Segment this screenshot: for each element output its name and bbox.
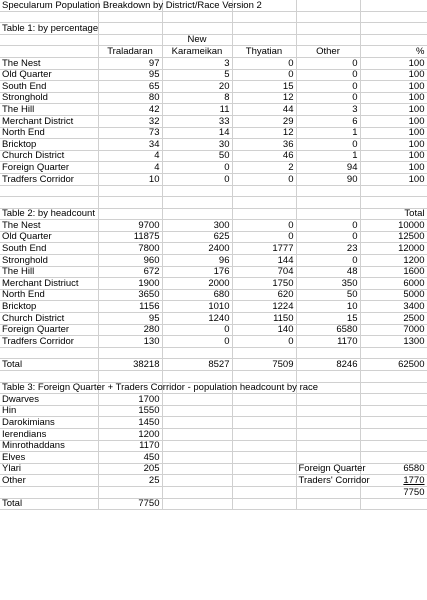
percent-cell[interactable]: 100 bbox=[360, 92, 427, 104]
empty-cell[interactable] bbox=[162, 440, 232, 452]
empty-cell[interactable] bbox=[232, 452, 296, 464]
percent-cell[interactable]: 6000 bbox=[360, 278, 427, 290]
karameikan-cell[interactable]: 96 bbox=[162, 255, 232, 267]
other-cell[interactable]: 0 bbox=[296, 81, 360, 93]
traladaran-cell[interactable]: 1156 bbox=[98, 301, 162, 313]
traladaran-cell[interactable]: 95 bbox=[98, 313, 162, 325]
race-cell[interactable]: Dwarves bbox=[0, 394, 98, 406]
percent-cell[interactable]: 100 bbox=[360, 81, 427, 93]
district-cell[interactable]: Bricktop bbox=[0, 139, 98, 151]
table-row bbox=[0, 162, 427, 174]
karameikan-cell[interactable]: 0 bbox=[162, 173, 232, 185]
karameikan-cell[interactable]: 1010 bbox=[162, 301, 232, 313]
district-cell[interactable]: The Nest bbox=[0, 220, 98, 232]
empty-cell[interactable] bbox=[360, 452, 427, 464]
district-cell[interactable]: Foreign Quarter bbox=[0, 162, 98, 174]
table-row bbox=[0, 278, 427, 290]
total-thyatian[interactable]: 7509 bbox=[232, 359, 296, 371]
table-row bbox=[0, 139, 427, 151]
karameikan-cell[interactable]: 30 bbox=[162, 139, 232, 151]
table-row bbox=[0, 173, 427, 185]
karameikan-cell[interactable]: 8 bbox=[162, 92, 232, 104]
thyatian-cell[interactable]: 0 bbox=[232, 336, 296, 348]
other-cell[interactable]: 94 bbox=[296, 162, 360, 174]
race-cell[interactable]: Elves bbox=[0, 452, 98, 464]
empty-cell[interactable] bbox=[296, 417, 360, 429]
headcount-cell[interactable]: 450 bbox=[98, 452, 162, 464]
other-cell[interactable]: 6580 bbox=[296, 324, 360, 336]
district-cell[interactable]: Tradfers Corridor bbox=[0, 173, 98, 185]
percent-cell[interactable]: 100 bbox=[360, 150, 427, 162]
percent-cell[interactable]: 2500 bbox=[360, 313, 427, 325]
table1-header-row bbox=[0, 46, 427, 58]
thyatian-cell[interactable]: 1777 bbox=[232, 243, 296, 255]
traladaran-cell[interactable]: 11875 bbox=[98, 231, 162, 243]
karameikan-cell[interactable]: 50 bbox=[162, 150, 232, 162]
percent-cell[interactable]: 100 bbox=[360, 57, 427, 69]
district-cell[interactable]: Church District bbox=[0, 313, 98, 325]
karameikan-cell[interactable]: 680 bbox=[162, 289, 232, 301]
district-cell[interactable]: Church District bbox=[0, 150, 98, 162]
race-cell[interactable]: Minrothaddans bbox=[0, 440, 98, 452]
table-row bbox=[0, 104, 427, 116]
empty-cell[interactable] bbox=[162, 417, 232, 429]
other-cell[interactable]: 0 bbox=[296, 220, 360, 232]
karameikan-cell[interactable]: 5 bbox=[162, 69, 232, 81]
side-value[interactable]: 6580 bbox=[360, 463, 427, 475]
thyatian-cell[interactable]: 46 bbox=[232, 150, 296, 162]
traladaran-cell[interactable]: 130 bbox=[98, 336, 162, 348]
headcount-cell[interactable]: 1200 bbox=[98, 428, 162, 440]
traladaran-cell[interactable]: 280 bbox=[98, 324, 162, 336]
table-row bbox=[0, 301, 427, 313]
side-value[interactable]: 1770 bbox=[360, 475, 427, 487]
district-cell[interactable]: North End bbox=[0, 289, 98, 301]
traladaran-cell[interactable]: 80 bbox=[98, 92, 162, 104]
table3-caption[interactable]: Table 3: Foreign Quarter + Traders Corridor - population headcount by race bbox=[2, 382, 319, 394]
table-row bbox=[0, 405, 427, 417]
table-row bbox=[0, 394, 427, 406]
other-cell[interactable]: 0 bbox=[296, 255, 360, 267]
empty-cell[interactable] bbox=[162, 463, 232, 475]
empty-cell[interactable] bbox=[360, 417, 427, 429]
traladaran-cell[interactable]: 672 bbox=[98, 266, 162, 278]
thyatian-cell[interactable]: 0 bbox=[232, 57, 296, 69]
table-row bbox=[0, 243, 427, 255]
blank-row bbox=[0, 11, 427, 23]
table3-body bbox=[0, 394, 427, 487]
table-row bbox=[0, 313, 427, 325]
empty-cell[interactable] bbox=[232, 440, 296, 452]
thyatian-cell[interactable]: 620 bbox=[232, 289, 296, 301]
thyatian-cell[interactable]: 1224 bbox=[232, 301, 296, 313]
traladaran-cell[interactable]: 960 bbox=[98, 255, 162, 267]
district-cell[interactable]: Stronghold bbox=[0, 92, 98, 104]
thyatian-cell[interactable]: 2 bbox=[232, 162, 296, 174]
thyatian-cell[interactable]: 704 bbox=[232, 266, 296, 278]
district-cell[interactable]: The Hill bbox=[0, 104, 98, 116]
total-karameikan[interactable]: 8527 bbox=[162, 359, 232, 371]
side-label[interactable]: Foreign Quarter bbox=[296, 463, 360, 475]
header-percent[interactable]: % bbox=[360, 46, 427, 58]
empty-cell[interactable] bbox=[296, 405, 360, 417]
karameikan-cell[interactable]: 1240 bbox=[162, 313, 232, 325]
table-row bbox=[0, 463, 427, 475]
traladaran-cell[interactable]: 4 bbox=[98, 150, 162, 162]
table-row bbox=[0, 266, 427, 278]
empty-cell[interactable] bbox=[360, 428, 427, 440]
blank-row bbox=[0, 185, 427, 197]
thyatian-cell[interactable]: 0 bbox=[232, 69, 296, 81]
percent-cell[interactable]: 1600 bbox=[360, 266, 427, 278]
karameikan-cell[interactable]: 176 bbox=[162, 266, 232, 278]
other-cell[interactable]: 23 bbox=[296, 243, 360, 255]
table-row bbox=[0, 220, 427, 232]
traladaran-cell[interactable]: 95 bbox=[98, 69, 162, 81]
district-cell[interactable]: Stronghold bbox=[0, 255, 98, 267]
empty-cell[interactable] bbox=[232, 417, 296, 429]
table1-body bbox=[0, 57, 427, 185]
traladaran-cell[interactable]: 10 bbox=[98, 173, 162, 185]
table2-total-header[interactable]: Total bbox=[360, 208, 427, 220]
table3-total-row bbox=[0, 498, 427, 510]
total-grand[interactable]: 62500 bbox=[360, 359, 427, 371]
district-cell[interactable]: Merchant District bbox=[0, 115, 98, 127]
other-cell[interactable]: 15 bbox=[296, 313, 360, 325]
traladaran-cell[interactable]: 65 bbox=[98, 81, 162, 93]
karameikan-cell[interactable]: 33 bbox=[162, 115, 232, 127]
blank-row bbox=[0, 347, 427, 359]
empty-cell[interactable] bbox=[360, 394, 427, 406]
header-thyatian[interactable]: Thyatian bbox=[232, 46, 296, 58]
district-cell[interactable]: Tradfers Corridor bbox=[0, 336, 98, 348]
race-cell[interactable]: Other bbox=[0, 475, 98, 487]
karameikan-cell[interactable]: 0 bbox=[162, 324, 232, 336]
table-row bbox=[0, 127, 427, 139]
percent-cell[interactable]: 12000 bbox=[360, 243, 427, 255]
other-cell[interactable]: 6 bbox=[296, 115, 360, 127]
percent-cell[interactable]: 1200 bbox=[360, 255, 427, 267]
headcount-cell[interactable]: 25 bbox=[98, 475, 162, 487]
district-cell[interactable]: North End bbox=[0, 127, 98, 139]
thyatian-cell[interactable]: 29 bbox=[232, 115, 296, 127]
table3-caption-row bbox=[0, 382, 427, 394]
thyatian-cell[interactable]: 12 bbox=[232, 127, 296, 139]
empty-cell[interactable] bbox=[232, 428, 296, 440]
side-label[interactable]: Traders' Corridor bbox=[296, 475, 360, 487]
thyatian-cell[interactable]: 36 bbox=[232, 139, 296, 151]
race-cell[interactable]: Darokimians bbox=[0, 417, 98, 429]
thyatian-cell[interactable]: 0 bbox=[232, 173, 296, 185]
traladaran-cell[interactable]: 4 bbox=[98, 162, 162, 174]
table2-caption[interactable]: Table 2: by headcount bbox=[0, 208, 98, 220]
karameikan-cell[interactable]: 14 bbox=[162, 127, 232, 139]
table3-total-label[interactable]: Total bbox=[0, 498, 98, 510]
other-cell[interactable]: 0 bbox=[296, 69, 360, 81]
empty-cell[interactable] bbox=[360, 405, 427, 417]
table-row bbox=[0, 336, 427, 348]
traladaran-cell[interactable]: 1900 bbox=[98, 278, 162, 290]
thyatian-cell[interactable]: 1150 bbox=[232, 313, 296, 325]
header-karameikan[interactable]: Karameikan bbox=[162, 46, 232, 58]
thyatian-cell[interactable]: 12 bbox=[232, 92, 296, 104]
table2-total-row bbox=[0, 359, 427, 371]
percent-cell[interactable]: 5000 bbox=[360, 289, 427, 301]
table-row bbox=[0, 289, 427, 301]
table-row bbox=[0, 440, 427, 452]
blank-row bbox=[0, 371, 427, 383]
empty-cell[interactable] bbox=[296, 452, 360, 464]
header-top-karameikan[interactable]: New bbox=[162, 34, 232, 46]
traladaran-cell[interactable]: 97 bbox=[98, 57, 162, 69]
percent-cell[interactable]: 7000 bbox=[360, 324, 427, 336]
other-cell[interactable]: 90 bbox=[296, 173, 360, 185]
district-cell[interactable]: Old Quarter bbox=[0, 231, 98, 243]
table1-caption-row bbox=[0, 23, 427, 35]
other-cell[interactable]: 0 bbox=[296, 139, 360, 151]
empty-cell[interactable] bbox=[232, 475, 296, 487]
empty-cell[interactable] bbox=[232, 405, 296, 417]
table-row bbox=[0, 255, 427, 267]
empty-cell[interactable] bbox=[162, 405, 232, 417]
table-row bbox=[0, 92, 427, 104]
thyatian-cell[interactable]: 0 bbox=[232, 220, 296, 232]
percent-cell[interactable]: 1300 bbox=[360, 336, 427, 348]
karameikan-cell[interactable]: 625 bbox=[162, 231, 232, 243]
empty-cell[interactable] bbox=[296, 440, 360, 452]
percent-cell[interactable]: 10000 bbox=[360, 220, 427, 232]
thyatian-cell[interactable]: 15 bbox=[232, 81, 296, 93]
total-label[interactable]: Total bbox=[0, 359, 98, 371]
other-cell[interactable]: 50 bbox=[296, 289, 360, 301]
empty-cell[interactable] bbox=[296, 394, 360, 406]
table3-total-value[interactable]: 7750 bbox=[98, 498, 162, 510]
headcount-cell[interactable]: 1450 bbox=[98, 417, 162, 429]
table2-body bbox=[0, 220, 427, 348]
empty-cell[interactable] bbox=[162, 428, 232, 440]
table1-header-top-row bbox=[0, 34, 427, 46]
table-row bbox=[0, 324, 427, 336]
table-row bbox=[0, 69, 427, 81]
other-cell[interactable]: 0 bbox=[296, 92, 360, 104]
table-row bbox=[0, 81, 427, 93]
traladaran-cell[interactable]: 73 bbox=[98, 127, 162, 139]
table-row bbox=[0, 150, 427, 162]
percent-cell[interactable]: 100 bbox=[360, 162, 427, 174]
empty-cell[interactable] bbox=[232, 463, 296, 475]
table-row bbox=[0, 115, 427, 127]
other-cell[interactable]: 0 bbox=[296, 57, 360, 69]
table-row bbox=[0, 452, 427, 464]
total-other[interactable]: 8246 bbox=[296, 359, 360, 371]
table-row bbox=[0, 428, 427, 440]
other-cell[interactable]: 1170 bbox=[296, 336, 360, 348]
headcount-cell[interactable]: 205 bbox=[98, 463, 162, 475]
blank-row bbox=[0, 197, 427, 209]
total-traladaran[interactable]: 38218 bbox=[98, 359, 162, 371]
percent-cell[interactable]: 100 bbox=[360, 115, 427, 127]
race-cell[interactable]: Ierendians bbox=[0, 428, 98, 440]
other-cell[interactable]: 10 bbox=[296, 301, 360, 313]
table-row bbox=[0, 57, 427, 69]
title-row bbox=[0, 0, 427, 11]
district-cell[interactable]: The Nest bbox=[0, 57, 98, 69]
table-row bbox=[0, 475, 427, 487]
karameikan-cell[interactable]: 0 bbox=[162, 336, 232, 348]
district-cell[interactable]: Merchant Distriuct bbox=[0, 278, 98, 290]
district-cell[interactable]: Bricktop bbox=[0, 301, 98, 313]
empty-cell[interactable] bbox=[162, 475, 232, 487]
percent-cell[interactable]: 100 bbox=[360, 104, 427, 116]
table1-caption[interactable]: Table 1: by percentage bbox=[2, 22, 99, 34]
thyatian-cell[interactable]: 1750 bbox=[232, 278, 296, 290]
empty-cell[interactable] bbox=[360, 440, 427, 452]
empty-cell[interactable] bbox=[296, 428, 360, 440]
karameikan-cell[interactable]: 0 bbox=[162, 162, 232, 174]
table-row bbox=[0, 231, 427, 243]
thyatian-cell[interactable]: 0 bbox=[232, 231, 296, 243]
karameikan-cell[interactable]: 2400 bbox=[162, 243, 232, 255]
header-traladaran[interactable]: Traladaran bbox=[98, 46, 162, 58]
percent-cell[interactable]: 100 bbox=[360, 139, 427, 151]
other-cell[interactable]: 350 bbox=[296, 278, 360, 290]
empty-cell[interactable] bbox=[162, 394, 232, 406]
empty-cell[interactable] bbox=[232, 394, 296, 406]
district-cell[interactable]: The Hill bbox=[0, 266, 98, 278]
table3-side-total-row bbox=[0, 486, 427, 498]
headcount-cell[interactable]: 1170 bbox=[98, 440, 162, 452]
traladaran-cell[interactable]: 34 bbox=[98, 139, 162, 151]
karameikan-cell[interactable]: 11 bbox=[162, 104, 232, 116]
other-cell[interactable]: 3 bbox=[296, 104, 360, 116]
traladaran-cell[interactable]: 3650 bbox=[98, 289, 162, 301]
percent-cell[interactable]: 100 bbox=[360, 69, 427, 81]
karameikan-cell[interactable]: 2000 bbox=[162, 278, 232, 290]
traladaran-cell[interactable]: 9700 bbox=[98, 220, 162, 232]
header-other[interactable]: Other bbox=[296, 46, 360, 58]
percent-cell[interactable]: 100 bbox=[360, 127, 427, 139]
headcount-cell[interactable]: 1550 bbox=[98, 405, 162, 417]
district-cell[interactable]: South End bbox=[0, 243, 98, 255]
thyatian-cell[interactable]: 44 bbox=[232, 104, 296, 116]
percent-cell[interactable]: 3400 bbox=[360, 301, 427, 313]
sheet-title[interactable]: Specularum Population Breakdown by District/Race Version 2 bbox=[2, 0, 262, 11]
table-row bbox=[0, 417, 427, 429]
headcount-cell[interactable]: 1700 bbox=[98, 394, 162, 406]
table2-caption-row bbox=[0, 208, 427, 220]
other-cell[interactable]: 48 bbox=[296, 266, 360, 278]
thyatian-cell[interactable]: 144 bbox=[232, 255, 296, 267]
thyatian-cell[interactable]: 140 bbox=[232, 324, 296, 336]
traladaran-cell[interactable]: 32 bbox=[98, 115, 162, 127]
percent-cell[interactable]: 100 bbox=[360, 173, 427, 185]
karameikan-cell[interactable]: 20 bbox=[162, 81, 232, 93]
traladaran-cell[interactable]: 7800 bbox=[98, 243, 162, 255]
percent-cell[interactable]: 12500 bbox=[360, 231, 427, 243]
district-cell[interactable]: Foreign Quarter bbox=[0, 324, 98, 336]
other-cell[interactable]: 0 bbox=[296, 231, 360, 243]
other-cell[interactable]: 1 bbox=[296, 127, 360, 139]
karameikan-cell[interactable]: 300 bbox=[162, 220, 232, 232]
district-cell[interactable]: Old Quarter bbox=[0, 69, 98, 81]
traladaran-cell[interactable]: 42 bbox=[98, 104, 162, 116]
race-cell[interactable]: Ylari bbox=[0, 463, 98, 475]
race-cell[interactable]: Hin bbox=[0, 405, 98, 417]
other-cell[interactable]: 1 bbox=[296, 150, 360, 162]
district-cell[interactable]: South End bbox=[0, 81, 98, 93]
empty-cell[interactable] bbox=[162, 452, 232, 464]
karameikan-cell[interactable]: 3 bbox=[162, 57, 232, 69]
side-total-value[interactable]: 7750 bbox=[360, 486, 427, 498]
